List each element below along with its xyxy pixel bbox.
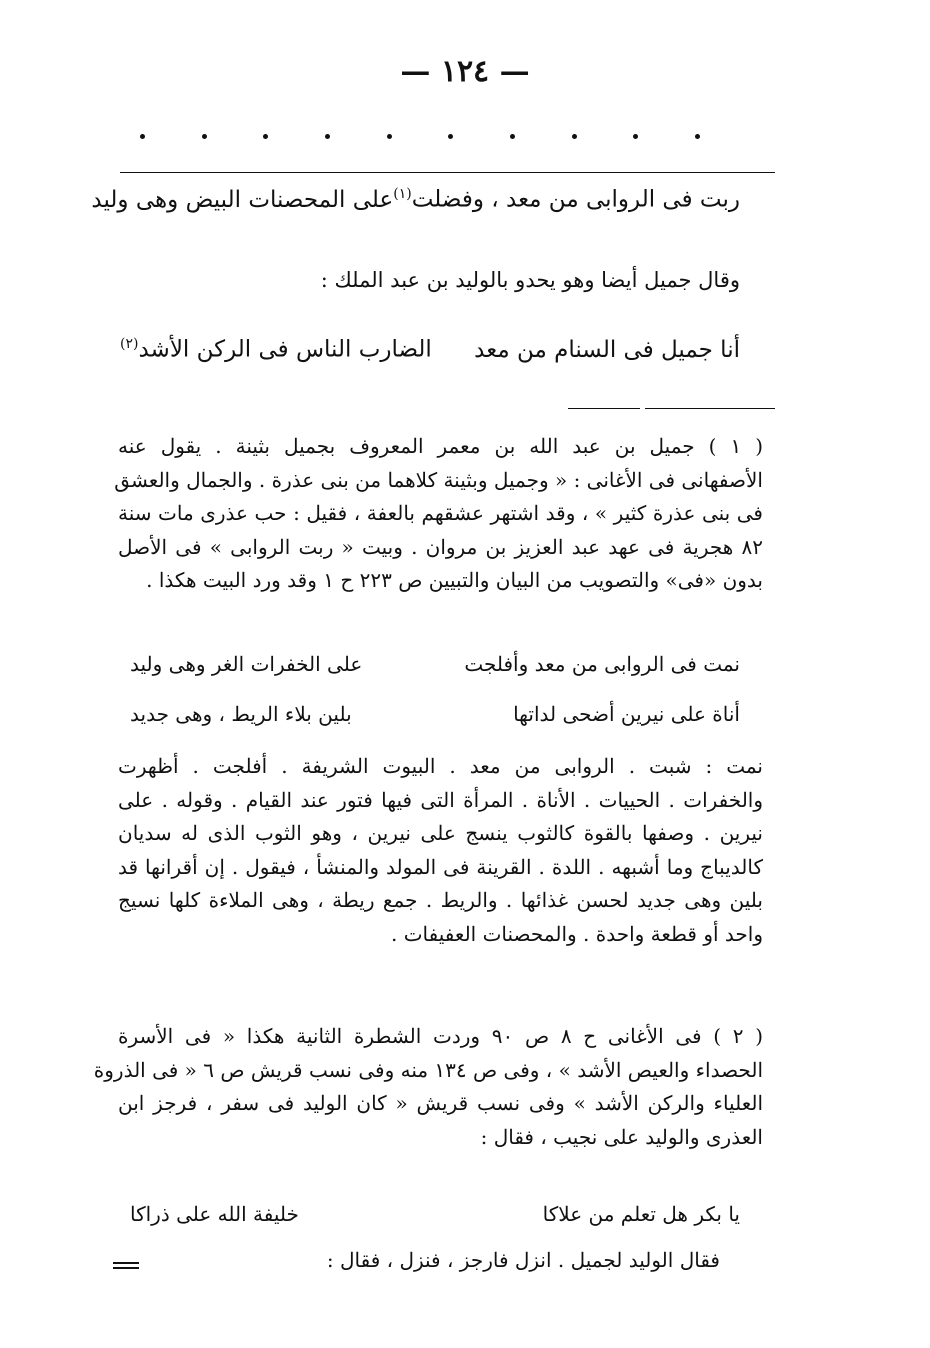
- footnote-1-verse-b-first: أناة على نيرين أضحى لداتها: [513, 702, 740, 726]
- footnote-marker-1: (١): [393, 186, 412, 202]
- footnote-2-verse-second: خليفة الله على ذراكا: [130, 1202, 299, 1226]
- footnote-1-line: ( ١ ) جميل بن عبد الله بن معمر المعروف بجميل بثينة . يقول عنه: [118, 434, 763, 458]
- intro-line: وقال جميل أيضا وهو يحدو بالوليد بن عبد الملك :: [320, 268, 740, 292]
- dot: [448, 134, 453, 139]
- footnote-1-verse-b-second: بلين بلاء الريط ، وهى جديد: [130, 702, 352, 726]
- footnote-marker-2: (٢): [120, 336, 139, 352]
- footnote-1-verse-b: [130, 702, 740, 726]
- verse-2-first-hemistich: أنا جميل فى السنام من معد: [474, 336, 740, 363]
- footnote-1-verse-a-second: على الخفرات الغر وهى وليد: [130, 652, 363, 676]
- end-mark: [113, 1262, 139, 1269]
- gloss-line: بلين وهى جديد لحسن غذائها . والريط . جمع ريطة ، وهى الملاءة كلها نسيج: [118, 888, 763, 912]
- footnote-2-line: الحصداء والعيص الأشد » ، وفى ص ١٣٤ منه وفى نسب قريش ص ٦ « فى الذروة: [93, 1057, 763, 1082]
- verse-2: [120, 336, 740, 363]
- verse-1-second-hemistich: على المحصنات البيض وهى وليد: [91, 186, 394, 213]
- gloss-line: نيرين . وصفها بالقوة كالثوب ينسج على نيرين ، وهو الثوب الذى له سديان: [118, 821, 763, 845]
- footnote-1-line: ٨٢ هجرية فى عهد عبد العزيز بن مروان . وبيت « ربت الروابى » فى الأصل: [118, 534, 763, 559]
- footnote-1-gloss: [118, 750, 763, 951]
- verse-1-first-text: ربت فى الروابى من معد ، وفضلت: [411, 186, 740, 213]
- top-rule: [120, 172, 775, 173]
- dot: [263, 134, 268, 139]
- dot: [572, 134, 577, 139]
- gloss-line: والخفرات . الحييات . الأناة . المرأة التى فيها فتور عند القيام . وقوله . على: [118, 787, 763, 812]
- gloss-line: كالديباج وما أشبهه . اللدة . القرينة فى المولد والمنشأ ، فيقول . إن أقرانها قد: [118, 854, 763, 879]
- dot: [510, 134, 515, 139]
- footnote-separator: [645, 408, 775, 409]
- footnote-2-closing: فقال الوليد لجميل . انزل فارجز ، فنزل ، فقال :: [326, 1248, 720, 1272]
- footnote-2: [93, 1020, 763, 1154]
- gloss-line: واحد أو قطعة واحدة . والمحصنات العفيفات .: [391, 921, 763, 946]
- dot: [695, 134, 700, 139]
- footnote-1-verse-a-first: نمت فى الروابى من معد وأفلجت: [464, 652, 740, 676]
- verse-2-second-hemistich: [120, 336, 432, 363]
- footnote-1-line: بدون «فى» والتصويب من البيان والتبيين ص ٢٢٣ ح ١ وقد ورد البيت هكذا .: [146, 568, 763, 592]
- dot: [202, 134, 207, 139]
- page-number: — ١٢٤ —: [400, 54, 530, 89]
- gloss-line: نمت : شبت . الروابى من معد . البيوت الشريفة . أفلجت . أظهرت: [118, 754, 763, 778]
- footnote-2-line: العلياء والركن الأشد » وفى نسب قريش « كان الوليد فى سفر ، فرجز ابن: [118, 1091, 763, 1115]
- dot: [633, 134, 638, 139]
- footnote-1-verse-a: [130, 652, 740, 676]
- verse-2-second-text: الضارب الناس فى الركن الأشد: [138, 336, 432, 363]
- dot: [140, 134, 145, 139]
- verse-1: [91, 186, 740, 213]
- dot: [325, 134, 330, 139]
- verse-1-first-hemistich: [393, 186, 740, 213]
- footnote-2-verse: [130, 1202, 740, 1226]
- ornamental-dots: [140, 134, 700, 139]
- footnote-1-line: فى بنى عذرة كثير » ، وقد اشتهر عشقهم بالعفة ، فقيل : حب عذرى مات سنة: [118, 501, 763, 525]
- footnote-1: [114, 430, 763, 598]
- footnote-2-line: العذرى والوليد على نجيب ، فقال :: [480, 1124, 763, 1149]
- footnote-2-verse-first: يا بكر هل تعلم من علاكا: [542, 1202, 740, 1226]
- footnote-1-line: الأصفهانى فى الأغانى : « وجميل وبثينة كلاهما من بنى عذرة . والجمال والعشق: [114, 467, 763, 492]
- dot: [387, 134, 392, 139]
- footnote-separator-short: [568, 408, 640, 409]
- footnote-2-line: ( ٢ ) فى الأغانى ح ٨ ص ٩٠ وردت الشطرة الثانية هكذا « فى الأسرة: [118, 1024, 763, 1048]
